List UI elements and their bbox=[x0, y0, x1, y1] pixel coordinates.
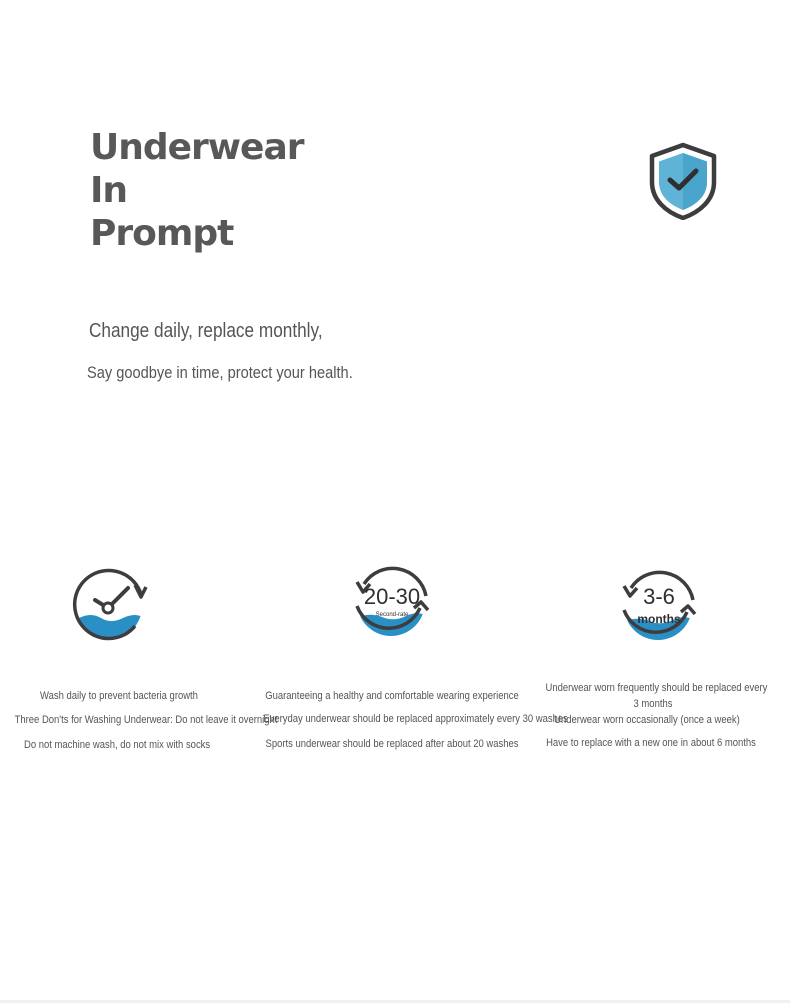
column-1-line-1: Wash daily to prevent bacteria growth bbox=[40, 690, 198, 702]
column-1-line-2: Three Don'ts for Washing Underwear: Do not leave it overnight bbox=[14, 714, 278, 726]
subtitle-line-1: Change daily, replace monthly, bbox=[89, 320, 323, 342]
subtitle-line-2: Say goodbye in time, protect your health. bbox=[87, 363, 353, 382]
title-line-3: Prompt bbox=[90, 213, 234, 254]
cycle-count-number: 20-30 bbox=[363, 584, 421, 609]
cycle-count-icon bbox=[352, 562, 432, 642]
column-3-line-2: 3 months bbox=[633, 698, 673, 710]
shield-check-icon bbox=[648, 142, 718, 220]
cycle-months-number: 3-6 bbox=[643, 584, 675, 609]
cycle-months-icon bbox=[619, 566, 699, 646]
column-2-line-2: Everyday underwear should be replaced approximately every 30 washes bbox=[263, 713, 568, 725]
title-line-2: In bbox=[90, 170, 128, 211]
column-3-line-4: Have to replace with a new one in about 6 months bbox=[546, 737, 756, 749]
clock-water-icon bbox=[69, 566, 149, 646]
column-3-line-3: Underwear worn occasionally (once a week) bbox=[554, 714, 740, 726]
column-3-line-1: Underwear worn frequently should be replaced every bbox=[545, 682, 768, 694]
title-line-1: Underwear bbox=[90, 127, 304, 168]
column-1-line-3: Do not machine wash, do not mix with socks bbox=[24, 739, 211, 751]
column-2-line-3: Sports underwear should be replaced after about 20 washes bbox=[265, 738, 519, 750]
cycle-months-unit: months bbox=[637, 612, 681, 626]
column-2-line-1: Guaranteeing a healthy and comfortable wearing experience bbox=[265, 690, 519, 702]
page-title bbox=[90, 126, 304, 255]
cycle-count-unit: Second-rate bbox=[375, 612, 409, 618]
